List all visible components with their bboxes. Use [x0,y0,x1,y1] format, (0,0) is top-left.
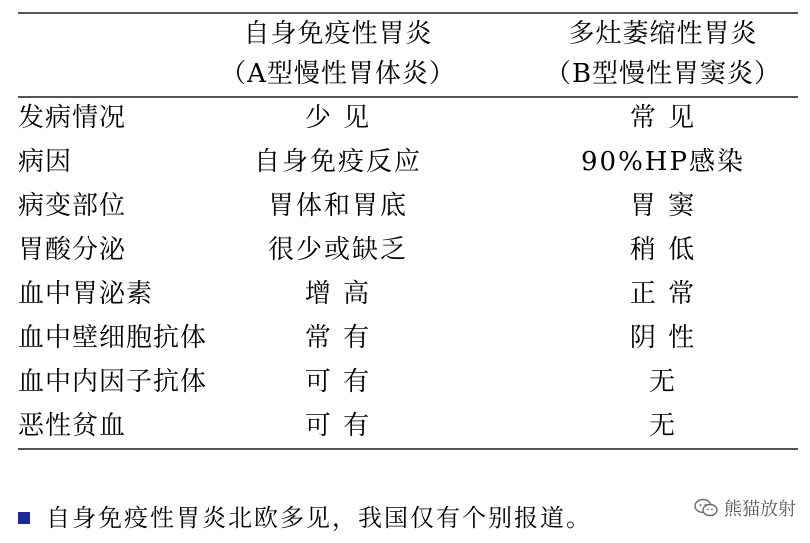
row-value-a: 少 见 [304,103,372,133]
header-col-a [208,14,468,94]
row-value-a: 胃体和胃底 [267,191,408,221]
row-value-b: 阴 性 [629,323,697,353]
row-value-b: 正 常 [629,279,697,309]
row-value-a: 很少或缺乏 [267,235,408,265]
header-col-b-line-1: 多灶萎缩性胃炎 [568,19,758,49]
table-row [18,184,798,228]
footer-note [18,500,592,536]
row-value-a: 常 有 [304,323,372,353]
row-value-b: 稍 低 [629,235,697,265]
table-row [18,404,798,448]
row-value-a: 增 高 [304,279,372,309]
row-value-b: 胃 窦 [629,191,697,221]
row-label: 血中内因子抗体 [18,367,208,397]
table-row [18,140,798,184]
row-label: 胃酸分泌 [18,235,127,265]
table-row [18,316,798,360]
row-value-b: 无 [648,367,677,397]
square-bullet-icon [18,512,30,524]
row-value-b: 90%HP感染 [581,147,745,177]
table-row [18,96,798,140]
table-row [18,272,798,316]
header-col-b-line-2: （B型慢性胃窦炎） [544,59,782,89]
footer-note-text: 自身免疫性胃炎北欧多见，我国仅有个别报道。 [46,504,592,532]
row-value-a: 自身免疫反应 [253,147,422,177]
row-value-a: 可 有 [304,411,372,441]
table-bottom-rule [18,448,798,450]
header-col-a-line-1: 自身免疫性胃炎 [243,19,433,49]
header-col-b [523,14,803,94]
table-row [18,360,798,404]
row-label: 病因 [18,147,73,177]
row-label: 发病情况 [18,103,127,133]
header-col-a-line-2: （A型慢性胃体炎） [220,59,456,89]
watermark [694,496,796,520]
table-row [18,228,798,272]
watermark-text: 熊猫放射 [724,499,796,520]
row-label: 血中胃泌素 [18,279,154,309]
row-label: 血中壁细胞抗体 [18,323,208,353]
row-label: 病变部位 [18,191,127,221]
row-value-b: 常 见 [629,103,697,133]
row-value-b: 无 [648,411,677,441]
wechat-icon [694,498,718,518]
row-value-a: 可 有 [304,367,372,397]
row-label: 恶性贫血 [18,411,127,441]
